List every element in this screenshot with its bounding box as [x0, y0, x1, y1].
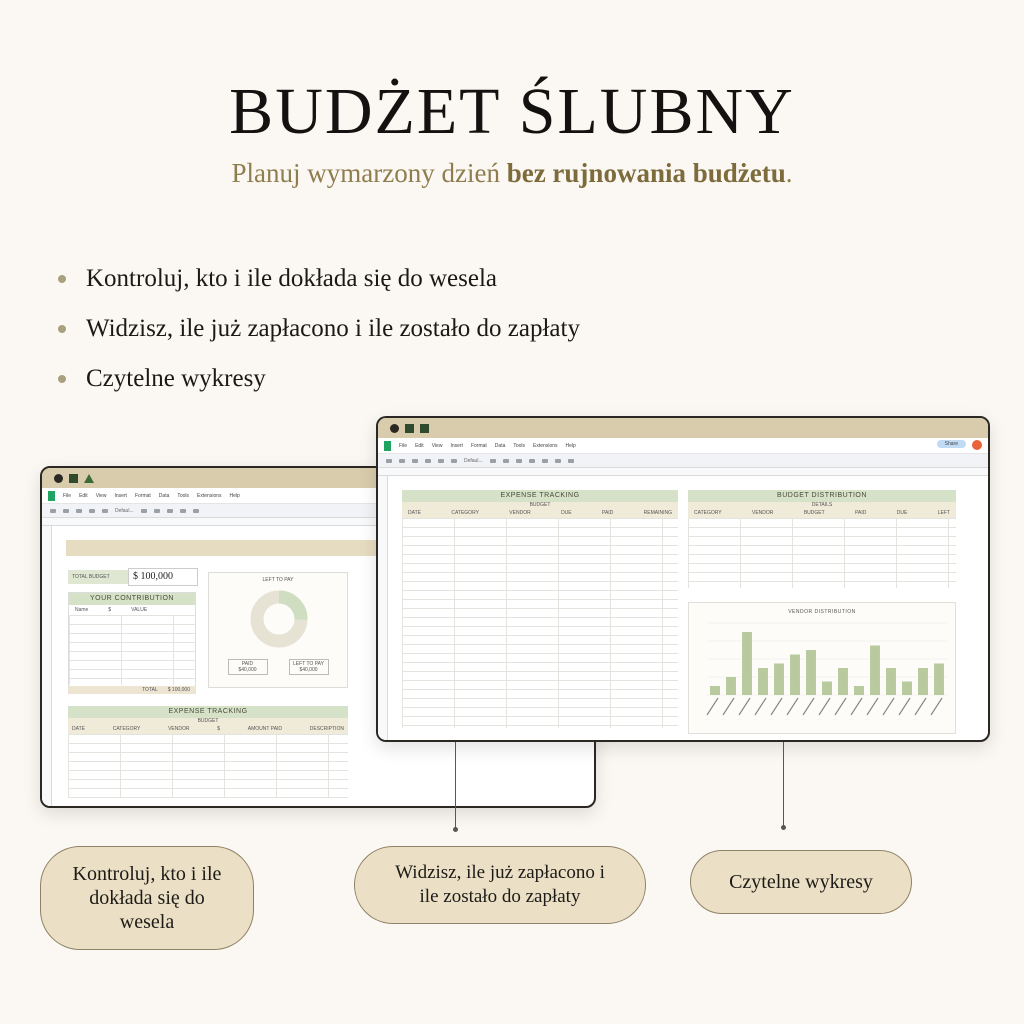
col-vendor: VENDOR: [509, 510, 531, 516]
bullet-icon: [58, 275, 66, 283]
subtitle-bold: bez rujnowania budżetu: [506, 158, 786, 188]
left-label: LEFT TO PAY: [293, 661, 324, 667]
chart-tick-label: [755, 698, 766, 715]
chart-tick-label: [819, 698, 830, 715]
chart-bar: [710, 686, 720, 695]
chart-tick-label: [803, 698, 814, 715]
align-icon[interactable]: [193, 509, 199, 513]
subtitle-text: Planuj wymarzony dzień: [231, 158, 507, 188]
contribution-panel: [68, 592, 196, 692]
text-color-icon[interactable]: [167, 509, 173, 513]
menu-format[interactable]: Format: [134, 492, 151, 499]
chart-tick-label: [883, 698, 894, 715]
callout-connector: [783, 742, 784, 828]
toolbar: [378, 454, 988, 468]
window-maximize-icon[interactable]: [420, 424, 429, 433]
window-minimize-icon[interactable]: [69, 474, 78, 483]
feature-text: Czytelne wykresy: [86, 365, 266, 392]
total-budget-value: $ 100,000: [128, 568, 198, 586]
col-category: CATEGORY: [451, 510, 479, 516]
menu-help[interactable]: Help: [229, 492, 240, 499]
contribution-title: YOUR CONTRIBUTION: [69, 593, 195, 605]
callout-payments: [354, 846, 646, 924]
undo-icon[interactable]: [50, 509, 56, 513]
zoom-icon[interactable]: [438, 459, 444, 463]
menu-extensions[interactable]: Extensions: [197, 492, 222, 499]
expense-panel-left: [68, 706, 348, 806]
filter-icon[interactable]: [568, 459, 574, 463]
expense-grid: [68, 734, 348, 798]
bullet-icon: [58, 325, 66, 333]
feature-item: [58, 254, 580, 304]
expense-cols: [68, 724, 348, 734]
italic-icon[interactable]: [154, 509, 160, 513]
col-paid: PAID: [855, 510, 867, 516]
window-titlebar: [378, 418, 988, 438]
row-header: [42, 526, 52, 808]
menu-data[interactable]: Data: [158, 492, 170, 499]
menu-extensions[interactable]: Extensions: [533, 442, 558, 449]
window-maximize-icon[interactable]: [84, 474, 94, 483]
column-header: [378, 468, 988, 476]
col-left: LEFT: [937, 510, 950, 516]
menu-file[interactable]: File: [399, 442, 408, 449]
col-currency: $: [217, 726, 221, 732]
chart-tick-label: [851, 698, 862, 715]
chart-bar: [726, 677, 736, 695]
window-close-icon[interactable]: [54, 474, 63, 483]
chart-bar: [934, 664, 944, 696]
left-to-pay-panel: [208, 572, 348, 688]
menu-tools[interactable]: Tools: [513, 442, 526, 449]
feature-text: Kontroluj, kto i ile dokłada się do wesela: [86, 265, 498, 292]
menu-help[interactable]: Help: [565, 442, 576, 449]
budget-sub: DETAILS: [688, 502, 956, 508]
callout-charts: [690, 850, 912, 914]
chart-bar: [742, 632, 752, 695]
font-select[interactable]: Defaul...: [464, 457, 483, 464]
col-date: DATE: [72, 726, 85, 732]
print-icon[interactable]: [412, 459, 418, 463]
expense-grid: [402, 518, 678, 728]
menu-format[interactable]: Format: [470, 442, 487, 449]
zoom-icon[interactable]: [102, 509, 108, 513]
col-description: DESCRIPTION: [309, 726, 344, 732]
chart-tick-label: [931, 698, 942, 715]
redo-icon[interactable]: [63, 509, 69, 513]
menu-data[interactable]: Data: [494, 442, 506, 449]
expense-title: EXPENSE TRACKING: [68, 706, 348, 718]
menu-insert[interactable]: Insert: [114, 492, 127, 499]
menu-bar: [378, 438, 988, 454]
redo-icon[interactable]: [399, 459, 405, 463]
print-icon[interactable]: [76, 509, 82, 513]
budget-title: BUDGET DISTRIBUTION: [688, 490, 956, 502]
chart-bar: [822, 682, 832, 696]
feature-text: Widzisz, ile już zapłacono i ile zostało do zapłaty: [86, 315, 580, 342]
callout-text: Kontroluj, kto i ile dokłada się do wesela: [72, 863, 222, 933]
col-value: VALUE: [131, 607, 148, 613]
col-remaining: REMAINING: [643, 510, 672, 516]
menu-view[interactable]: View: [431, 442, 443, 449]
totals-value: $ 100,000: [167, 687, 190, 693]
borders-icon[interactable]: [180, 509, 186, 513]
col-vendor: VENDOR: [168, 726, 190, 732]
paint-format-icon[interactable]: [425, 459, 431, 463]
col-date: DATE: [408, 510, 421, 516]
align-icon[interactable]: [555, 459, 561, 463]
menu-file[interactable]: File: [63, 492, 72, 499]
chart-bar: [790, 655, 800, 696]
chart-tick-label: [899, 698, 910, 715]
row-header: [378, 476, 388, 742]
text-color-icon[interactable]: [516, 459, 522, 463]
chart-tick-label: [915, 698, 926, 715]
page-title: BUDŻET ŚLUBNY: [229, 75, 795, 148]
col-budget: BUDGET: [803, 510, 825, 516]
budget-panel: [688, 490, 956, 592]
col-currency: $: [108, 607, 112, 613]
sheets-logo-icon: [384, 441, 391, 451]
col-category: CATEGORY: [694, 510, 722, 516]
budget-grid: [688, 518, 956, 588]
menu-insert[interactable]: Insert: [450, 442, 463, 449]
menu-edit[interactable]: Edit: [79, 492, 88, 499]
contribution-grid: [69, 615, 195, 685]
chart-bar: [918, 668, 928, 695]
col-due: DUE: [561, 510, 572, 516]
chart-bar: [902, 682, 912, 696]
paid-value: $40,000: [238, 667, 257, 673]
feature-item: [58, 354, 580, 404]
chart-tick-label: [771, 698, 782, 715]
merge-icon[interactable]: [542, 459, 548, 463]
right-spreadsheet-window: [376, 416, 990, 742]
expense-sub: BUDGET: [402, 502, 678, 508]
menu-view[interactable]: View: [95, 492, 107, 499]
share-button[interactable]: Share: [937, 440, 966, 448]
page-subtitle: [0, 158, 1024, 189]
total-budget-label: TOTAL BUDGET: [68, 570, 128, 584]
col-due: DUE: [896, 510, 908, 516]
bold-icon[interactable]: [490, 459, 496, 463]
chart-tick-label: [707, 698, 718, 715]
chart-bar: [838, 668, 848, 695]
chart-tick-label: [723, 698, 734, 715]
chart-tick-label: [739, 698, 750, 715]
chart-bar: [806, 650, 816, 695]
col-amount: AMOUNT PAID: [247, 726, 283, 732]
borders-icon[interactable]: [529, 459, 535, 463]
chart-tick-label: [787, 698, 798, 715]
donut-title: LEFT TO PAY: [262, 577, 294, 583]
chart-bar: [886, 668, 896, 695]
totals-label: TOTAL: [142, 687, 158, 693]
avatar[interactable]: [972, 440, 982, 450]
menu-tools[interactable]: Tools: [177, 492, 190, 499]
callout-contributions: [40, 846, 254, 950]
paid-label: PAID: [241, 661, 254, 667]
chart-bar: [774, 664, 784, 696]
sheets-logo-icon: [48, 491, 55, 501]
font-select[interactable]: Defaul...: [115, 507, 134, 514]
chart-tick-label: [867, 698, 878, 715]
contribution-totals: [68, 686, 196, 694]
col-vendor: VENDOR: [752, 510, 774, 516]
expense-title: EXPENSE TRACKING: [402, 490, 678, 502]
undo-icon[interactable]: [386, 459, 392, 463]
chart-title: VENDOR DISTRIBUTION: [788, 609, 856, 615]
chart-bar: [870, 646, 880, 696]
currency-icon[interactable]: [451, 459, 457, 463]
contribution-cols: [69, 605, 195, 615]
left-box: [289, 659, 329, 675]
callout-connector: [455, 742, 456, 830]
chart-bar: [758, 668, 768, 695]
bullet-icon: [58, 375, 66, 383]
window-minimize-icon[interactable]: [405, 424, 414, 433]
callout-text: Czytelne wykresy: [729, 870, 873, 893]
menu-edit[interactable]: Edit: [415, 442, 424, 449]
expense-sub: BUDGET: [68, 718, 348, 724]
col-name: Name: [75, 607, 89, 613]
paid-box: [228, 659, 268, 675]
chart-bar: [854, 686, 864, 695]
bold-icon[interactable]: [141, 509, 147, 513]
expense-panel-right: [402, 490, 678, 734]
expense-cols: [402, 508, 678, 518]
vendor-chart-panel: [688, 602, 956, 734]
vendor-bar-chart: [689, 615, 955, 725]
feature-item: [58, 304, 580, 354]
col-category: CATEGORY: [112, 726, 141, 732]
budget-cols: [688, 508, 956, 518]
window-close-icon[interactable]: [390, 424, 399, 433]
feature-list: [58, 254, 580, 404]
col-paid: PAID: [601, 510, 614, 516]
chart-tick-label: [835, 698, 846, 715]
left-value: $40,000: [299, 667, 318, 673]
italic-icon[interactable]: [503, 459, 509, 463]
paint-format-icon[interactable]: [89, 509, 95, 513]
callout-text: Widzisz, ile już zapłacono i ile zostało do zapłaty: [395, 862, 605, 907]
donut-chart: [209, 583, 349, 655]
subtitle-end: .: [785, 158, 793, 188]
